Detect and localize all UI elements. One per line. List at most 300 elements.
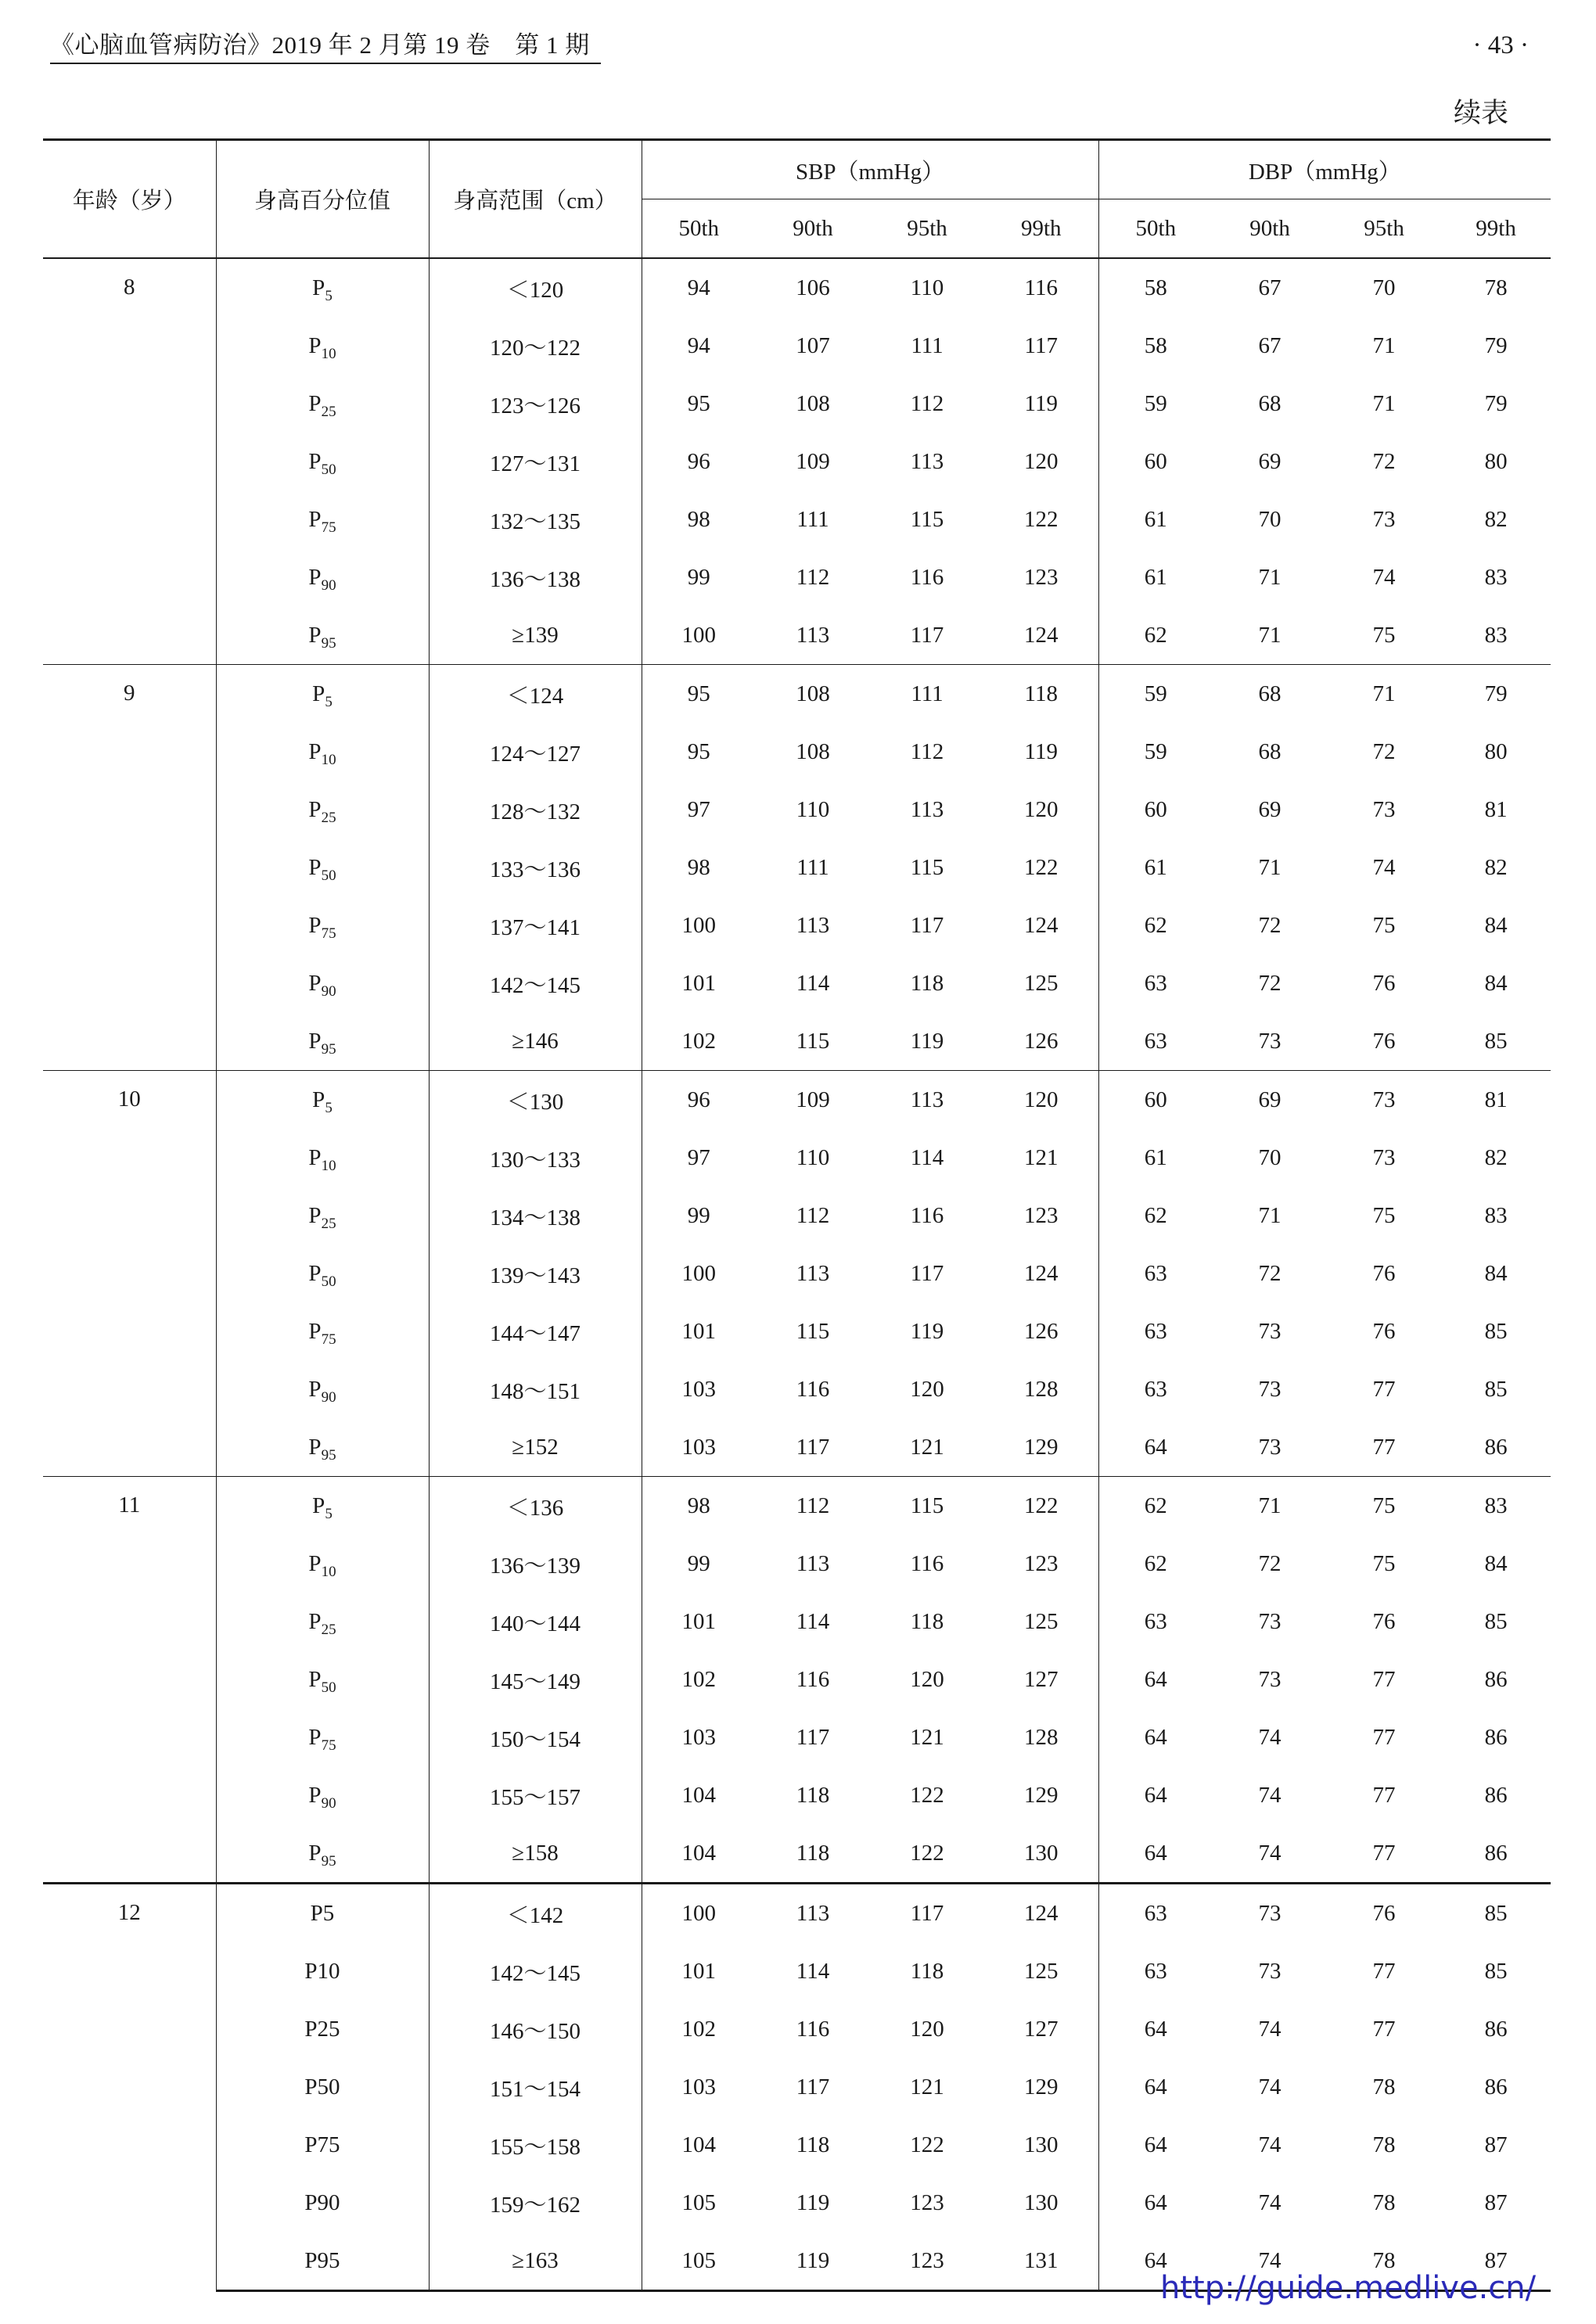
percentile-subscript: 5 [325,1099,332,1116]
dbp-50th-cell: 64 [1144,2016,1167,2042]
dbp-90th-cell: 71 [1258,564,1281,590]
dbp-90th-cell: 74 [1258,2189,1281,2215]
sbp-99th-cell: 124 [984,1245,1098,1302]
dbp-90th-cell: 73 [1258,1028,1281,1054]
table-row [43,1360,1551,1418]
dbp-90th-cell: 71 [1258,854,1281,880]
dbp-50th-cell: 63 [1144,970,1167,996]
sbp-90th-cell: 118 [796,1840,830,1866]
sbp-99th-cell: 121 [984,1129,1098,1187]
sbp-95th-cell: 120 [910,1376,944,1402]
dbp-50th-cell: 63 [1144,1376,1167,1402]
height-range-cell: ≥152 [429,1418,642,1477]
percentile-cell [216,896,429,954]
sbp-50th-cell: 96 [687,448,710,474]
dbp-50th-cell: 64 [1098,2232,1213,2291]
percentile-subscript: 95 [321,1446,336,1464]
sbp-50th-cell: 100 [642,1884,756,1943]
dbp-95th-cell: 75 [1372,1202,1396,1228]
height-range-cell: 124～127 [429,723,642,781]
sbp-50th-cell: 98 [687,854,710,880]
height-range-cell: ＜124 [429,665,642,724]
percentile-cell [216,1942,429,2000]
sbp-50th-cell: 104 [681,1782,716,1808]
percentile-label: P [308,912,322,938]
sbp-90th-cell: 114 [796,1608,830,1634]
dbp-50th-cell: 60 [1144,448,1167,474]
dbp-99th-cell: 83 [1484,1202,1508,1228]
percentile-subscript: 75 [321,1331,336,1348]
percentile-label: P [308,796,322,822]
sbp-90th-cell: 117 [796,2074,830,2100]
dbp-90th-cell: 74 [1258,1840,1281,1866]
age-cell: 12 [43,1884,216,2291]
percentile-subscript: 90 [321,577,336,594]
percentile-label: P [308,1666,322,1692]
dbp-95th-cell: 78 [1372,2189,1396,2215]
table-row [43,258,1551,317]
percentile-cell [216,1245,429,1302]
sbp-99th-cell: 123 [984,1535,1098,1593]
percentile-subscript: 10 [321,751,336,768]
dbp-50th-cell: 62 [1144,912,1167,938]
table-row [43,665,1551,724]
height-range-cell: 132～135 [429,490,642,548]
dbp-99th-cell: 79 [1484,332,1508,358]
sbp-50th-cell: 95 [687,738,710,764]
table-row [43,1766,1551,1824]
percentile-label: P [308,738,322,764]
header-dbp-90th: 90th [1213,199,1327,259]
sbp-50th-cell: 94 [642,258,756,317]
percentile-label: P [308,1318,322,1344]
header-sbp-group: SBP（mmHg） [642,140,1098,199]
dbp-99th-cell: 85 [1484,1608,1508,1634]
dbp-99th-cell: 82 [1484,854,1508,880]
height-range-cell: ≥163 [429,2232,642,2291]
percentile-cell [216,2058,429,2116]
percentile-label: P [308,622,322,648]
percentile-subscript: 95 [321,1040,336,1058]
dbp-90th-cell: 67 [1213,258,1327,317]
dbp-99th-cell: 81 [1441,1071,1551,1130]
dbp-90th-cell: 74 [1258,2074,1281,2100]
sbp-50th-cell: 99 [687,1550,710,1576]
sbp-90th-cell: 108 [796,738,830,764]
sbp-99th-cell: 119 [984,723,1098,781]
percentile-cell [216,1129,429,1187]
percentile-subscript: 75 [321,925,336,942]
dbp-50th-cell: 64 [1144,1782,1167,1808]
dbp-90th-cell: 69 [1258,448,1281,474]
sbp-90th-cell: 114 [796,1958,830,1984]
percentile-label: P10 [304,1958,340,1984]
percentile-subscript: 10 [321,1157,336,1174]
watermark-url: http://guide.medlive.cn/ [1160,2270,1537,2306]
percentile-cell [216,1302,429,1360]
header-dbp-99th: 99th [1441,199,1551,259]
sbp-50th-cell: 100 [681,912,716,938]
sbp-99th-cell: 120 [984,433,1098,490]
header-height-percentile: 身高百分位值 [216,140,429,259]
dbp-50th-cell: 64 [1144,1434,1167,1460]
sbp-50th-cell: 95 [687,390,710,416]
dbp-95th-cell: 72 [1372,738,1396,764]
sbp-95th-cell: 122 [910,1840,944,1866]
header-dbp-95th: 95th [1327,199,1441,259]
dbp-95th-cell: 77 [1372,1840,1396,1866]
dbp-99th-cell: 86 [1484,2016,1508,2042]
sbp-99th-cell: 127 [984,2000,1098,2058]
sbp-90th-cell: 115 [796,1028,830,1054]
percentile-cell [216,2232,429,2291]
dbp-95th-cell: 77 [1372,1782,1396,1808]
dbp-99th-cell: 82 [1484,1144,1508,1170]
dbp-90th-cell: 73 [1258,1666,1281,1692]
dbp-99th-cell: 79 [1484,390,1508,416]
blood-pressure-reference-table [43,138,1551,2292]
sbp-95th-cell: 121 [910,1434,944,1460]
height-range-cell: 139～143 [429,1245,642,1302]
percentile-cell [216,2116,429,2174]
table-row [43,781,1551,839]
height-range-cell: 140～144 [429,1593,642,1651]
sbp-90th-cell: 111 [796,506,829,532]
sbp-95th-cell: 121 [910,1724,944,1750]
sbp-95th-cell: 118 [910,970,944,996]
percentile-label: P [312,1492,325,1518]
dbp-95th-cell: 73 [1372,506,1396,532]
sbp-95th-cell: 118 [910,1608,944,1634]
sbp-50th-cell: 102 [681,1666,716,1692]
percentile-cell [216,781,429,839]
dbp-50th-cell: 61 [1144,564,1167,590]
dbp-95th-cell: 76 [1372,1028,1396,1054]
dbp-90th-cell: 74 [1213,2232,1327,2291]
percentile-subscript: 75 [321,1737,336,1754]
sbp-90th-cell: 118 [796,2132,830,2157]
table-row [43,1884,1551,1943]
dbp-50th-cell: 63 [1144,1608,1167,1634]
sbp-99th-cell: 123 [984,548,1098,606]
sbp-50th-cell: 96 [642,1071,756,1130]
dbp-50th-cell: 60 [1144,796,1167,822]
dbp-90th-cell: 74 [1258,2132,1281,2157]
header-sbp-99th: 99th [984,199,1098,259]
sbp-95th-cell: 113 [910,796,944,822]
dbp-50th-cell: 64 [1144,2189,1167,2215]
sbp-95th-cell: 116 [910,1550,944,1576]
height-range-cell: 142～145 [429,1942,642,2000]
sbp-50th-cell: 101 [681,1958,716,1984]
dbp-50th-cell: 59 [1144,390,1167,416]
percentile-cell [216,2174,429,2232]
dbp-90th-cell: 68 [1213,665,1327,724]
percentile-label: P90 [304,2189,340,2215]
sbp-90th-cell: 108 [796,390,830,416]
dbp-50th-cell: 64 [1144,2132,1167,2157]
dbp-50th-cell: 64 [1144,2074,1167,2100]
table-row [43,1245,1551,1302]
percentile-label: P [312,1087,325,1112]
dbp-99th-cell: 84 [1484,970,1508,996]
table-row [43,1302,1551,1360]
percentile-cell [216,1187,429,1245]
sbp-95th-cell: 112 [910,390,944,416]
sbp-99th-cell: 120 [984,781,1098,839]
dbp-99th-cell: 85 [1484,1318,1508,1344]
percentile-cell [216,665,429,724]
percentile-cell [216,954,429,1012]
dbp-90th-cell: 72 [1258,1260,1281,1286]
sbp-90th-cell: 115 [796,1318,830,1344]
sbp-90th-cell: 109 [796,448,830,474]
header-sbp-90th: 90th [756,199,870,259]
percentile-subscript: 25 [321,1621,336,1638]
sbp-95th-cell: 110 [870,258,984,317]
height-range-cell: 123～126 [429,375,642,433]
dbp-99th-cell: 86 [1484,1724,1508,1750]
percentile-subscript: 90 [321,982,336,1000]
dbp-95th-cell: 70 [1327,258,1441,317]
dbp-95th-cell: 73 [1372,1144,1396,1170]
table-row [43,433,1551,490]
percentile-cell [216,548,429,606]
sbp-99th-cell: 130 [984,2116,1098,2174]
dbp-50th-cell: 62 [1144,622,1167,648]
height-range-cell: 120～122 [429,317,642,375]
percentile-label: P [308,1840,322,1866]
percentile-label: P [308,1782,322,1808]
percentile-cell [216,723,429,781]
percentile-subscript: 10 [321,1563,336,1580]
height-range-cell: ＜142 [429,1884,642,1943]
dbp-50th-cell: 61 [1144,1144,1167,1170]
percentile-label: P [308,1260,322,1286]
percentile-label: P25 [304,2016,340,2042]
percentile-cell [216,1071,429,1130]
dbp-95th-cell: 74 [1372,854,1396,880]
percentile-label: P [308,1376,322,1402]
dbp-50th-cell: 62 [1098,1477,1213,1536]
sbp-90th-cell: 116 [796,1666,830,1692]
percentile-subscript: 50 [321,867,336,884]
sbp-95th-cell: 115 [910,506,944,532]
dbp-50th-cell: 64 [1144,1666,1167,1692]
dbp-95th-cell: 76 [1327,1884,1441,1943]
table-row [43,375,1551,433]
percentile-label: P [308,970,322,996]
sbp-95th-cell: 116 [910,1202,944,1228]
dbp-90th-cell: 73 [1258,1958,1281,1984]
dbp-99th-cell: 87 [1484,2189,1508,2215]
percentile-cell [216,1651,429,1708]
sbp-99th-cell: 118 [984,665,1098,724]
age-cell: 10 [43,1071,216,1477]
dbp-95th-cell: 72 [1372,448,1396,474]
sbp-90th-cell: 108 [756,665,870,724]
height-range-cell: 146～150 [429,2000,642,2058]
dbp-90th-cell: 74 [1258,1782,1281,1808]
sbp-99th-cell: 119 [984,375,1098,433]
percentile-cell [216,433,429,490]
percentile-subscript: 5 [325,1505,332,1522]
percentile-cell [216,606,429,665]
dbp-50th-cell: 60 [1098,1071,1213,1130]
table-row [43,1129,1551,1187]
sbp-99th-cell: 116 [984,258,1098,317]
table-row [43,1071,1551,1130]
percentile-cell [216,375,429,433]
sbp-50th-cell: 95 [642,665,756,724]
age-group [43,1884,1551,2291]
dbp-95th-cell: 77 [1372,1376,1396,1402]
sbp-50th-cell: 99 [687,1202,710,1228]
height-range-cell: 155～158 [429,2116,642,2174]
dbp-90th-cell: 67 [1258,332,1281,358]
dbp-50th-cell: 58 [1098,258,1213,317]
dbp-95th-cell: 78 [1372,2074,1396,2100]
sbp-99th-cell: 129 [984,1766,1098,1824]
height-range-cell: 148～151 [429,1360,642,1418]
percentile-label: P [308,448,322,474]
sbp-99th-cell: 122 [984,1477,1098,1536]
dbp-90th-cell: 73 [1258,1608,1281,1634]
height-range-cell: 159～162 [429,2174,642,2232]
age-group [43,1477,1551,1884]
age-group [43,665,1551,1071]
sbp-90th-cell: 111 [796,854,829,880]
percentile-cell [216,1593,429,1651]
table-row [43,2000,1551,2058]
table-row [43,1187,1551,1245]
percentile-subscript: 25 [321,809,336,826]
dbp-95th-cell: 75 [1327,1477,1441,1536]
dbp-95th-cell: 76 [1372,970,1396,996]
sbp-95th-cell: 119 [910,1028,944,1054]
dbp-95th-cell: 78 [1372,2132,1396,2157]
percentile-label: P [308,1202,322,1228]
dbp-99th-cell: 85 [1484,1028,1508,1054]
percentile-label: P [308,1724,322,1750]
dbp-90th-cell: 68 [1258,390,1281,416]
dbp-99th-cell: 80 [1484,448,1508,474]
sbp-95th-cell: 121 [910,2074,944,2100]
dbp-99th-cell: 83 [1484,622,1508,648]
dbp-90th-cell: 71 [1258,1202,1281,1228]
sbp-99th-cell: 130 [984,2174,1098,2232]
dbp-99th-cell: 85 [1441,1884,1551,1943]
sbp-90th-cell: 113 [796,622,830,648]
age-group [43,258,1551,665]
height-range-cell: ＜130 [429,1071,642,1130]
dbp-99th-cell: 86 [1484,2074,1508,2100]
percentile-label: P [312,681,325,706]
percentile-subscript: 50 [321,461,336,478]
dbp-90th-cell: 70 [1258,1144,1281,1170]
height-range-cell: ≥158 [429,1824,642,1884]
table-row [43,1418,1551,1477]
dbp-90th-cell: 73 [1213,1884,1327,1943]
sbp-50th-cell: 105 [642,2232,756,2291]
sbp-95th-cell: 113 [870,1071,984,1130]
percentile-cell [216,1884,429,1943]
table-row [43,1593,1551,1651]
height-range-cell: ＜120 [429,258,642,317]
dbp-95th-cell: 71 [1372,332,1396,358]
sbp-99th-cell: 130 [984,1824,1098,1884]
sbp-95th-cell: 115 [910,854,944,880]
dbp-90th-cell: 74 [1258,2016,1281,2042]
sbp-50th-cell: 104 [681,1840,716,1866]
dbp-90th-cell: 68 [1258,738,1281,764]
sbp-99th-cell: 123 [984,1187,1098,1245]
dbp-99th-cell: 81 [1484,796,1508,822]
sbp-90th-cell: 106 [756,258,870,317]
sbp-50th-cell: 102 [681,2016,716,2042]
sbp-50th-cell: 102 [681,1028,716,1054]
sbp-90th-cell: 118 [796,1782,830,1808]
sbp-95th-cell: 118 [910,1958,944,1984]
percentile-label: P [308,390,322,416]
percentile-label: P [308,1434,322,1460]
sbp-99th-cell: 128 [984,1708,1098,1766]
table-header [43,140,1551,259]
sbp-50th-cell: 101 [681,1318,716,1344]
dbp-99th-cell: 86 [1484,1666,1508,1692]
dbp-50th-cell: 58 [1144,332,1167,358]
dbp-95th-cell: 71 [1372,390,1396,416]
sbp-95th-cell: 115 [870,1477,984,1536]
percentile-subscript: 95 [321,634,336,652]
sbp-90th-cell: 110 [796,1144,830,1170]
dbp-99th-cell: 79 [1441,665,1551,724]
sbp-95th-cell: 117 [910,912,944,938]
sbp-90th-cell: 119 [796,2189,830,2215]
dbp-95th-cell: 75 [1372,1550,1396,1576]
table-row [43,1942,1551,2000]
sbp-90th-cell: 119 [756,2232,870,2291]
percentile-subscript: 5 [325,287,332,304]
sbp-90th-cell: 117 [796,1724,830,1750]
sbp-50th-cell: 98 [642,1477,756,1536]
sbp-95th-cell: 119 [910,1318,944,1344]
sbp-50th-cell: 97 [687,1144,710,1170]
percentile-subscript: 5 [325,693,332,710]
percentile-label: P95 [304,2247,340,2273]
dbp-50th-cell: 62 [1144,1550,1167,1576]
dbp-95th-cell: 75 [1372,622,1396,648]
sbp-50th-cell: 100 [681,622,716,648]
height-range-cell: 128～132 [429,781,642,839]
sbp-95th-cell: 120 [910,2016,944,2042]
dbp-90th-cell: 71 [1213,1477,1327,1536]
dbp-50th-cell: 59 [1144,738,1167,764]
table-row [43,839,1551,896]
sbp-90th-cell: 113 [796,912,830,938]
age-cell: 11 [43,1477,216,1884]
percentile-subscript: 10 [321,345,336,362]
dbp-99th-cell: 85 [1484,1958,1508,1984]
header-dbp-group: DBP（mmHg） [1098,140,1551,199]
sbp-90th-cell: 116 [796,1376,830,1402]
dbp-95th-cell: 77 [1372,2016,1396,2042]
height-range-cell: ≥139 [429,606,642,665]
percentile-cell [216,490,429,548]
percentile-label: P [308,1550,322,1576]
percentile-label: P [312,275,325,300]
percentile-cell [216,1824,429,1884]
